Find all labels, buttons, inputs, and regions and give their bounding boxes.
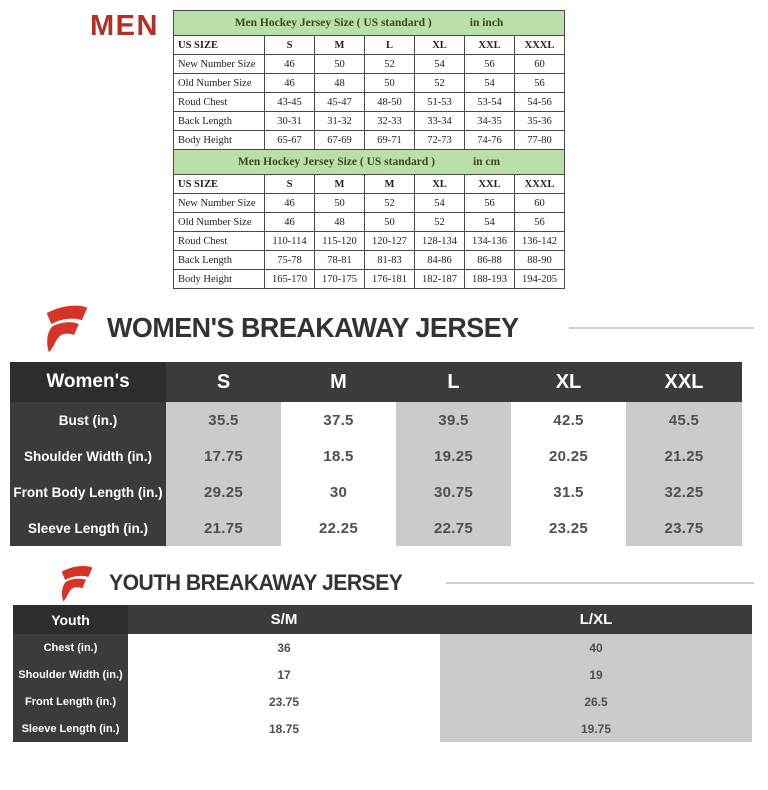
table-row: [174, 131, 565, 150]
cell: 48: [315, 213, 365, 232]
row-label: Sleeve Length (in.): [13, 715, 128, 742]
women-section-title: WOMEN'S BREAKAWAY JERSEY: [107, 312, 519, 343]
women-table-header-row: [10, 362, 742, 402]
table-row: [174, 232, 565, 251]
men-section-title: MEN: [90, 10, 159, 42]
cell: 50: [315, 55, 365, 74]
cell: 51-53: [415, 93, 465, 112]
cell: 21.75: [166, 510, 281, 546]
cell: 56: [515, 74, 565, 93]
row-label: Old Number Size: [174, 213, 265, 232]
table-row: [174, 175, 565, 194]
cell: 45.5: [626, 402, 742, 438]
cell: 110-114: [265, 232, 315, 251]
heading-divider-line: [446, 582, 754, 584]
cell: XL: [415, 175, 465, 194]
youth-table-header-row: [13, 605, 752, 634]
row-label: Shoulder Width (in.): [10, 438, 166, 474]
size-header: XL: [511, 362, 626, 402]
cell: 120-127: [365, 232, 415, 251]
cell: S: [265, 175, 315, 194]
cell: 31-32: [315, 112, 365, 131]
cell: 31.5: [553, 483, 584, 501]
cell: 86-88: [465, 251, 515, 270]
cell: 176-181: [365, 270, 415, 289]
cell: 17.75: [166, 438, 281, 474]
table-row: [174, 194, 565, 213]
table-row: [13, 688, 752, 715]
cell: 32-33: [365, 112, 415, 131]
cell: XXL: [465, 36, 515, 55]
table-row: [174, 251, 565, 270]
table-row: [174, 93, 565, 112]
row-label: Bust (in.): [10, 402, 166, 438]
men-table-cm-title: Men Hockey Jersey Size ( US standard ): [237, 156, 435, 168]
heading-divider-line: [569, 327, 754, 329]
women-size-table: [10, 362, 742, 546]
cell: 46: [265, 213, 315, 232]
cell: 30.75: [396, 474, 511, 510]
cell: 22.75: [396, 510, 511, 546]
cell: 50: [365, 74, 415, 93]
cell: 43-45: [265, 93, 315, 112]
women-section-header: [42, 301, 754, 355]
cell: 65-67: [265, 131, 315, 150]
row-label: New Number Size: [174, 55, 265, 74]
size-header: S/M: [128, 605, 440, 634]
cell: 48-50: [365, 93, 415, 112]
cell: 78-81: [315, 251, 365, 270]
cell: 30-31: [265, 112, 315, 131]
cell: 182-187: [415, 270, 465, 289]
size-header: L/XL: [440, 605, 752, 634]
size-header: XXL: [626, 362, 742, 402]
row-label: Front Length (in.): [13, 688, 128, 715]
cell: 170-175: [315, 270, 365, 289]
cell: 53-54: [465, 93, 515, 112]
table-row: [10, 438, 742, 474]
youth-size-table: [13, 605, 752, 742]
table-row: [13, 715, 752, 742]
men-table-cm-header: [174, 150, 565, 175]
cell: 50: [315, 194, 365, 213]
row-label: Chest (in.): [13, 634, 128, 661]
cell: 18.75: [268, 721, 300, 736]
cell: 35-36: [515, 112, 565, 131]
cell: 52: [415, 74, 465, 93]
cell: 48: [315, 74, 365, 93]
cell: 115-120: [315, 232, 365, 251]
cell: 19.25: [396, 438, 511, 474]
cell: 188-193: [465, 270, 515, 289]
corner-cell: Women's: [10, 362, 166, 402]
cell: M: [315, 36, 365, 55]
table-row: [13, 661, 752, 688]
corner-cell: Youth: [13, 605, 128, 634]
youth-section-header: [58, 560, 754, 606]
cell: 46: [265, 55, 315, 74]
cell: 75-78: [265, 251, 315, 270]
table-row: [174, 213, 565, 232]
cell: 136-142: [515, 232, 565, 251]
cell: S: [265, 36, 315, 55]
cell: 60: [515, 55, 565, 74]
row-label: Sleeve Length (in.): [10, 510, 166, 546]
table-row: [10, 510, 742, 546]
row-label: Roud Chest: [174, 93, 265, 112]
fanatics-flag-icon: [42, 303, 92, 353]
cell: 30: [329, 483, 348, 501]
cell: M: [365, 175, 415, 194]
cell: 84-86: [415, 251, 465, 270]
cell: 69-71: [365, 131, 415, 150]
men-table-inch-unit: in inch: [469, 17, 504, 29]
row-label: US SIZE: [174, 36, 265, 55]
cell: 42.5: [553, 411, 584, 429]
cell: 56: [515, 213, 565, 232]
cell: 74-76: [465, 131, 515, 150]
cell: 23.75: [626, 510, 742, 546]
fanatics-flag-icon: [58, 564, 96, 602]
cell: L: [365, 36, 415, 55]
cell: 22.25: [318, 519, 359, 537]
table-row: [10, 474, 742, 510]
cell: 39.5: [396, 402, 511, 438]
row-label: Front Body Length (in.): [10, 474, 166, 510]
row-label: Shoulder Width (in.): [13, 661, 128, 688]
cell: 32.25: [626, 474, 742, 510]
cell: 45-47: [315, 93, 365, 112]
row-label: Back Length: [174, 112, 265, 131]
cell: 33-34: [415, 112, 465, 131]
cell: 54: [415, 194, 465, 213]
cell: 20.25: [548, 447, 589, 465]
cell: 56: [465, 194, 515, 213]
men-table-inch-title: Men Hockey Jersey Size ( US standard ): [234, 17, 432, 29]
cell: XL: [415, 36, 465, 55]
men-table-cm-unit: in cm: [472, 156, 501, 168]
row-label: Back Length: [174, 251, 265, 270]
row-label: Body Height: [174, 131, 265, 150]
size-header: L: [396, 362, 511, 402]
cell: 88-90: [515, 251, 565, 270]
cell: 52: [365, 55, 415, 74]
cell: 17: [277, 667, 291, 682]
table-row: [174, 270, 565, 289]
cell: 56: [465, 55, 515, 74]
cell: 72-73: [415, 131, 465, 150]
cell: XXL: [465, 175, 515, 194]
cell: 50: [365, 213, 415, 232]
cell: 23.75: [268, 694, 300, 709]
table-row: [10, 402, 742, 438]
cell: XXXL: [515, 36, 565, 55]
table-row: [174, 112, 565, 131]
cell: 54: [465, 213, 515, 232]
cell: 23.25: [548, 519, 589, 537]
cell: 52: [415, 213, 465, 232]
row-label: New Number Size: [174, 194, 265, 213]
youth-section-title: YOUTH BREAKAWAY JERSEY: [109, 570, 403, 595]
cell: 67-69: [315, 131, 365, 150]
cell: 134-136: [465, 232, 515, 251]
cell: 46: [265, 194, 315, 213]
table-row: [174, 74, 565, 93]
cell: 19.75: [440, 715, 752, 742]
cell: 34-35: [465, 112, 515, 131]
cell: 40: [440, 634, 752, 661]
size-header: M: [281, 362, 396, 402]
cell: M: [315, 175, 365, 194]
cell: 165-170: [265, 270, 315, 289]
cell: 19: [440, 661, 752, 688]
cell: 26.5: [440, 688, 752, 715]
cell: 18.5: [323, 447, 354, 465]
cell: 21.25: [626, 438, 742, 474]
cell: 194-205: [515, 270, 565, 289]
row-label: Roud Chest: [174, 232, 265, 251]
cell: 52: [365, 194, 415, 213]
table-row: [13, 634, 752, 661]
men-table-inch-header: [174, 11, 565, 36]
cell: 54: [465, 74, 515, 93]
cell: 54: [415, 55, 465, 74]
cell: 54-56: [515, 93, 565, 112]
table-row: [174, 55, 565, 74]
cell: 37.5: [323, 411, 354, 429]
cell: 81-83: [365, 251, 415, 270]
cell: 60: [515, 194, 565, 213]
cell: 128-134: [415, 232, 465, 251]
size-header: S: [166, 362, 281, 402]
table-row: [174, 36, 565, 55]
cell: XXXL: [515, 175, 565, 194]
cell: 77-80: [515, 131, 565, 150]
row-label: Body Height: [174, 270, 265, 289]
cell: 35.5: [166, 402, 281, 438]
row-label: Old Number Size: [174, 74, 265, 93]
men-size-table: [173, 10, 565, 289]
cell: 36: [277, 640, 291, 655]
cell: 29.25: [166, 474, 281, 510]
cell: 46: [265, 74, 315, 93]
row-label: US SIZE: [174, 175, 265, 194]
